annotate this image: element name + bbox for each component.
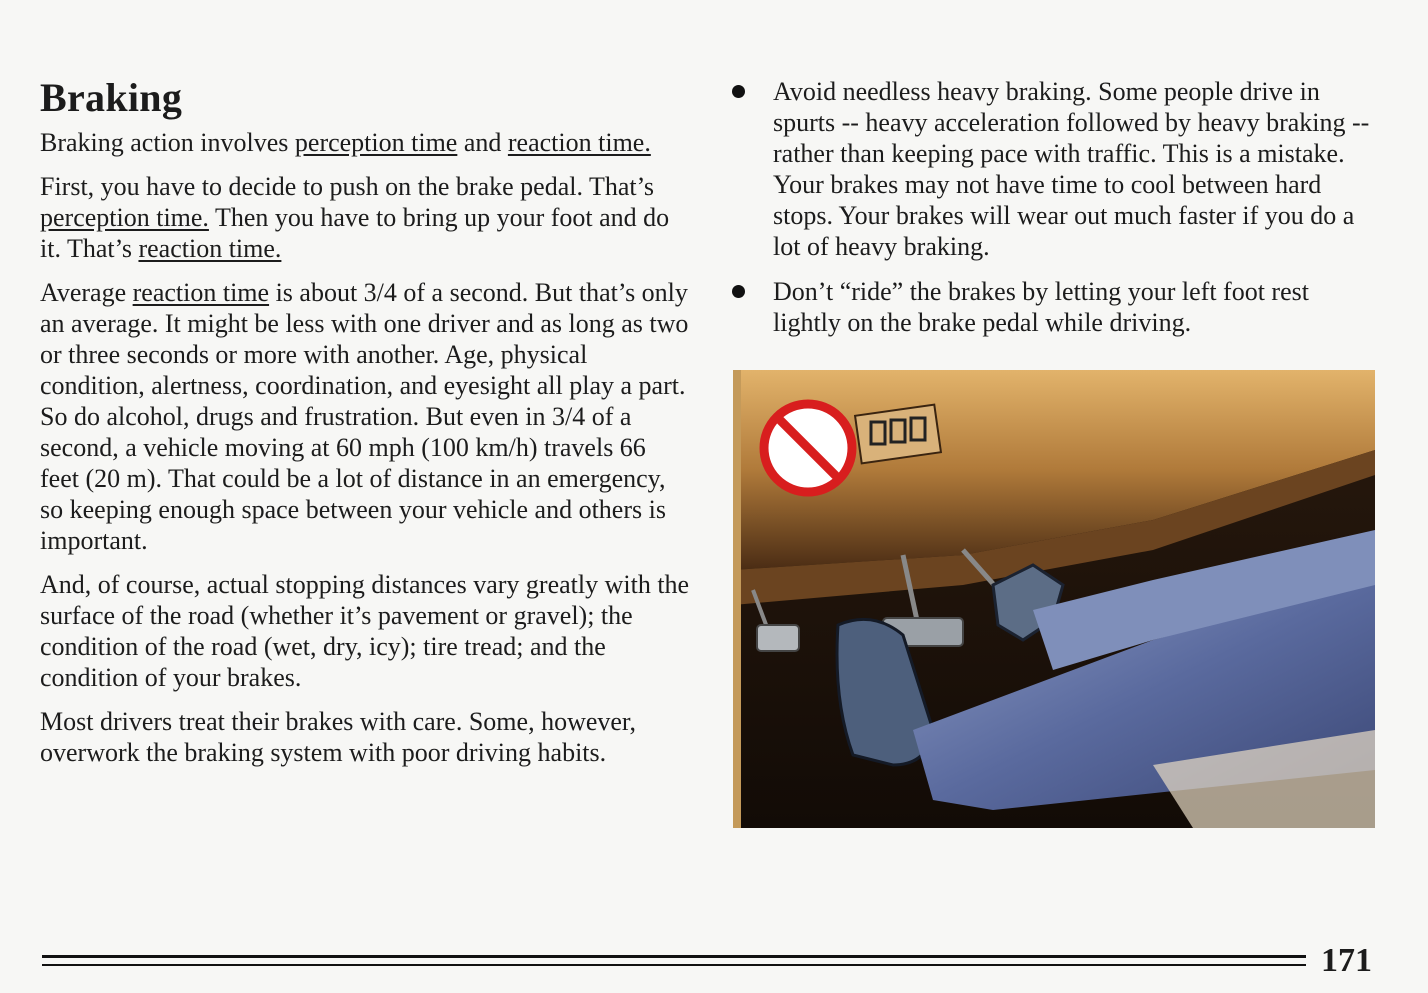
prohibition-icon bbox=[764, 404, 852, 492]
section-title: Braking bbox=[40, 75, 183, 120]
footer-rule bbox=[42, 955, 1306, 969]
illustration-drawing bbox=[733, 370, 1375, 828]
term-reaction-time: reaction time. bbox=[138, 234, 282, 263]
paragraph-driving-habits: Most drivers treat their brakes with care. Some, however, overwork the braking system with poor driving habits. bbox=[40, 707, 637, 767]
term-perception-time: perception time bbox=[294, 128, 458, 157]
list-item: Don’t “ride” the brakes by letting your left foot rest lightly on the brake pedal while driving. bbox=[730, 276, 1380, 338]
bullet-icon bbox=[732, 285, 745, 298]
left-column bbox=[40, 74, 690, 781]
braking-illustration bbox=[733, 370, 1375, 828]
term-reaction-time: reaction time. bbox=[507, 128, 651, 157]
paragraph-average-reaction: Average reaction time is about 3/4 of a second. But that’s only an average. It might be less with one driver and as long as two or three seconds or more with another. Age, physical condition, alertness, coordination, and eyesight all play a part. So do alcohol, drugs and frustration. But even in 3/4 of a second, a vehicle moving at 60 mph (100 km/h) travels 66 feet (20 m). That could be a lot of distance in an emergency, so keeping enough space between your vehicle and others is important. bbox=[40, 278, 689, 555]
term-reaction-time: reaction time bbox=[132, 278, 270, 307]
paragraph-braking-action: Braking action involves perception time and reaction time. bbox=[40, 128, 651, 157]
list-item: Avoid needless heavy braking. Some people drive in spurts -- heavy acceleration followed by heavy braking -- rather than keeping pace with traffic. This is a mistake. Your brakes may not have time to cool between hard stops. Your brakes will wear out much faster if you do a lot of heavy braking. bbox=[730, 76, 1380, 262]
paragraph-stopping-distances: And, of course, actual stopping distances vary greatly with the surface of the road (whether it’s pavement or gravel); the condition of the road (wet, dry, icy); tire tread; and the condition of your brakes. bbox=[40, 570, 690, 692]
fuse-panel bbox=[855, 405, 941, 464]
right-column bbox=[730, 76, 1380, 352]
paragraph-first-decide: First, you have to decide to push on the brake pedal. That’s perception time. Then you have to bring up your foot and do it. That’s reaction time. bbox=[40, 172, 670, 263]
door-pillar bbox=[733, 370, 741, 828]
parking-pedal bbox=[757, 625, 799, 651]
tips-list bbox=[730, 76, 1380, 338]
bullet-icon bbox=[732, 85, 745, 98]
page-number: 171 bbox=[1321, 942, 1372, 979]
term-perception-time: perception time. bbox=[40, 203, 209, 232]
